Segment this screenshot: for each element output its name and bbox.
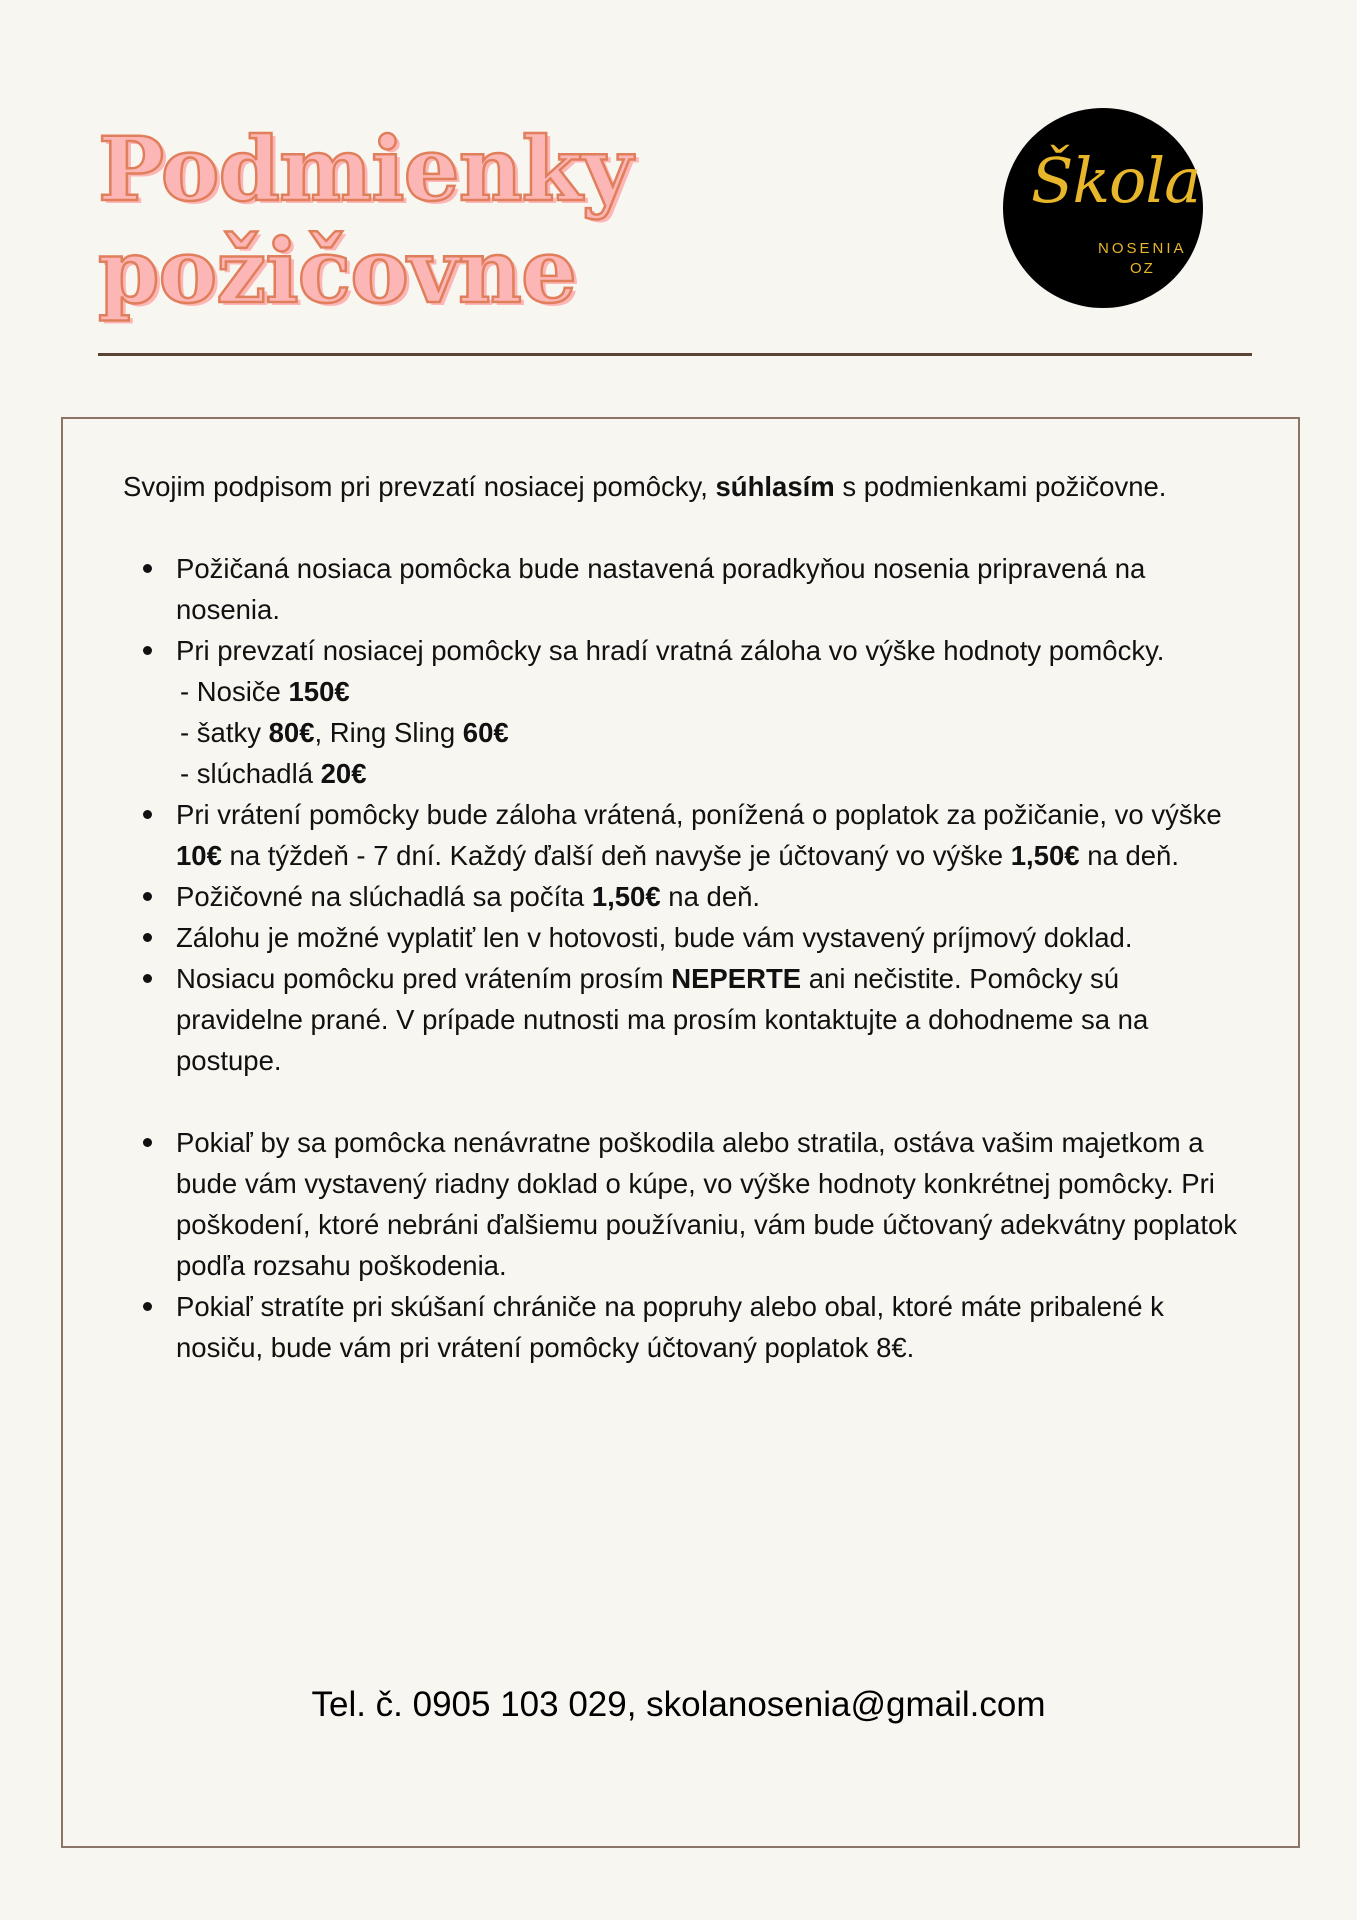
intro-paragraph xyxy=(123,466,1253,507)
deposit-label: - Nosiče xyxy=(180,676,289,707)
rule-text: Pokiaľ stratíte pri skúšaní chrániče na popruhy alebo obal, ktoré máte pribalené k nosiču, bude vám pri vrátení pomôcky účtovaný poplatok 8€. xyxy=(176,1291,1164,1363)
title-line-1: Podmienky xyxy=(98,117,632,221)
terms-content xyxy=(123,466,1253,1368)
rule-text: na deň. xyxy=(660,881,761,912)
rules-list-2 xyxy=(123,1122,1253,1368)
rule-item xyxy=(176,548,1253,630)
rules-list xyxy=(123,548,1253,1081)
rule-bold: 1,50€ xyxy=(1010,840,1080,871)
rule-text: Zálohu je možné vyplatiť len v hotovosti, bude vám vystavený príjmový doklad. xyxy=(176,922,1133,953)
deposit-carriers xyxy=(176,671,1253,712)
logo-script-text: Škola xyxy=(1031,144,1201,217)
rule-text: na deň. xyxy=(1079,840,1179,871)
rule-item xyxy=(176,1122,1253,1286)
rule-item xyxy=(176,876,1253,917)
rule-text: Požičovné na slúchadlá sa počíta xyxy=(176,881,592,912)
deposit-headphones xyxy=(176,753,1253,794)
intro-text-1: Svojim podpisom pri prevzatí nosiacej pomôcky, xyxy=(123,471,716,502)
rule-text: Požičaná nosiaca pomôcka bude nastavená poradkyňou nosenia pripravená na nosenia. xyxy=(176,553,1146,625)
logo-line-2: OZ xyxy=(1130,260,1155,277)
rule-text: na týždeň - 7 dní. Každý ďalší deň navyše je účtovaný vo výške xyxy=(221,840,1011,871)
spacer xyxy=(123,1081,1253,1122)
rule-item xyxy=(176,794,1253,876)
rule-bold: 10€ xyxy=(176,840,222,871)
rule-item xyxy=(176,1286,1253,1368)
header-divider xyxy=(98,353,1252,356)
deposit-wraps xyxy=(176,712,1253,753)
rule-bold: NEPERTE xyxy=(671,963,802,994)
rule-text: Pri vrátení pomôcky bude záloha vrátená, ponížená o poplatok za požičanie, vo výške xyxy=(176,799,1222,830)
page-title xyxy=(98,118,632,322)
logo-line-1: NOSENIA xyxy=(1098,240,1187,257)
rule-bold: 1,50€ xyxy=(591,881,661,912)
rule-item xyxy=(176,958,1253,1081)
deposit-label: - slúchadlá xyxy=(180,758,321,789)
deposit-amount: 20€ xyxy=(320,758,367,789)
deposit-amount: 150€ xyxy=(288,676,350,707)
skola-nosenia-logo xyxy=(1003,108,1203,308)
intro-bold: súhlasím xyxy=(715,471,835,502)
deposit-label: , Ring Sling xyxy=(314,717,463,748)
deposit-label: - šatky xyxy=(180,717,269,748)
deposit-amount: 60€ xyxy=(462,717,509,748)
title-line-2: požičovne xyxy=(98,219,577,323)
deposit-amount: 80€ xyxy=(268,717,315,748)
rule-text: Pokiaľ by sa pomôcka nenávratne poškodila alebo stratila, ostáva vašim majetkom a bude vám vystavený riadny doklad o kúpe, vo výške hodnoty konkrétnej pomôcky. Pri poškodení, ktoré nebráni ďalšiemu používaniu, vám bude účtovaný adekvátny poplatok podľa rozsahu poškodenia. xyxy=(176,1127,1238,1281)
rule-text: ani nečistite. Pomôcky sú pravidelne prané. V prípade nutnosti ma prosím kontaktujte a dohodneme sa na postupe. xyxy=(176,963,1149,1076)
rule-text: Nosiacu pomôcku pred vrátením prosím xyxy=(176,963,672,994)
intro-text-2: s podmienkami požičovne. xyxy=(834,471,1167,502)
rule-text: Pri prevzatí nosiacej pomôcky sa hradí vratná záloha vo výške hodnoty pomôcky. xyxy=(176,635,1165,666)
rule-item xyxy=(176,917,1253,958)
contact-info: Tel. č. 0905 103 029, skolanosenia@gmail.com xyxy=(311,1685,1046,1724)
rule-item xyxy=(176,630,1253,794)
